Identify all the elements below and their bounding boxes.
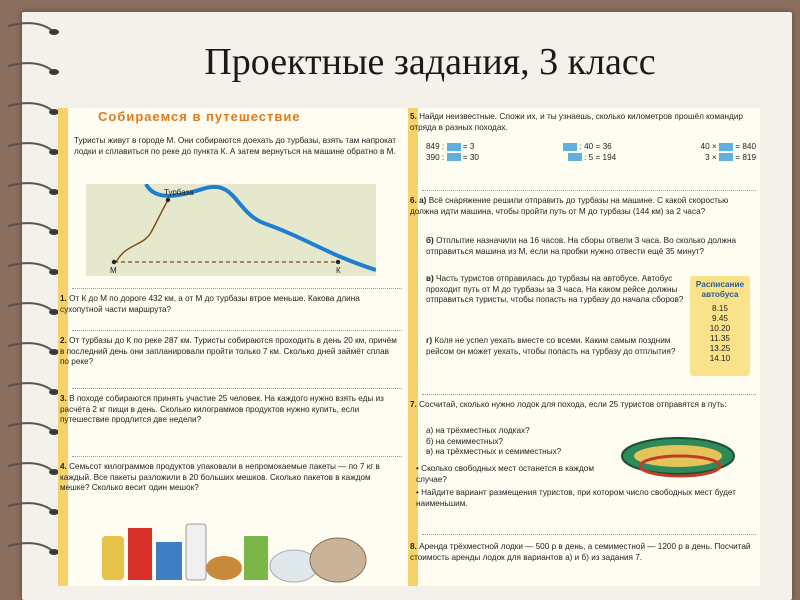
task-3: 3. В походе собираются принять участие 25 человек. На каждого нужно взять еды из расчёта 2 кг пищи в день. Сколько килограммов продуктов нужно купить, если путешествие продлится две недели? — [60, 394, 384, 425]
slide-title: Проектные задания, 3 класс — [204, 41, 656, 83]
divider — [72, 388, 402, 389]
equations — [426, 142, 756, 163]
unknown-box — [447, 143, 461, 151]
unknown-box — [447, 153, 461, 161]
divider — [72, 288, 402, 289]
middle-color-bar — [408, 108, 418, 586]
equation-row: 849 : = 3 : 40 = 36 40 × = 840 — [426, 142, 756, 151]
divider — [72, 456, 402, 457]
divider — [422, 394, 756, 395]
unknown-box — [568, 153, 582, 161]
schedule-time: 14.10 — [709, 354, 731, 363]
equation-row: 390 : = 30 : 5 = 194 3 × = 819 — [426, 152, 756, 162]
task-2: 2. От турбазы до К по реке 287 км. Туристы собираются проходить в день 20 км, причём в последний день они запланировали пройти только 7 км. Сколько дней займёт сплав по реке? — [60, 336, 397, 367]
k-point — [336, 260, 340, 264]
bus-schedule: Расписание автобуса 8.15 9.45 10.20 11.35 13.25 14.10 — [690, 276, 750, 376]
left-heading: Собираемся в путешествие — [98, 109, 301, 124]
task-5: 5. Найди неизвестные. Сложи их, и ты узнаешь, сколько километров прошёл командир отряда в разных походах. — [410, 112, 743, 132]
map-label-m: М — [110, 266, 117, 275]
task-7-options: а) на трёхместных лодках? б) на семиместных? в) на трёхместных и семиместных? — [426, 426, 562, 457]
schedule-time: 8.15 — [712, 304, 728, 313]
m-point — [112, 260, 116, 264]
task-6b: б) Отплытие назначили на 16 часов. На сборы отвели 3 часа. Во сколько должна отправиться машина из М, если на пробки нужно отвести ещё 35 минут? — [426, 236, 737, 256]
task-4: 4. Семьсот килограммов продуктов упаковали в непромокаемые пакеты — по 7 кг в каждый. Все пакеты разложили в 20 больших мешков. Сколько пакетов в каждом мешке? Сколько весит один мешок? — [60, 462, 380, 493]
task-6c: в) Часть туристов отправилась до турбазы на автобусе. Автобус проходит путь от М до турбазы за 3 часа. На каком рейсе должны отправиться туристы, чтобы попасть на турбазу до начала сборов? — [426, 274, 684, 305]
task-1: 1. От К до М по дороге 432 км, а от М до турбазы втрое меньше. Какова длина сухопутной части маршрута? — [60, 294, 360, 314]
unknown-box — [719, 153, 733, 161]
schedule-time: 13.25 — [709, 344, 731, 353]
spiral-rings — [0, 20, 60, 590]
divider — [422, 534, 756, 535]
divider — [422, 190, 756, 191]
schedule-time: 10.20 — [709, 324, 731, 333]
schedule-time: 9.45 — [712, 314, 728, 323]
road-to-base — [116, 200, 168, 262]
task-7-bullet-1: • Сколько свободных мест останется в каждом случае? — [416, 464, 594, 484]
schedule-time: 11.35 — [710, 334, 730, 343]
task-6a: 6. а) Всё снаряжение решили отправить до турбазы на машине. С какой скоростью должна идти машина, чтобы пройти путь от М до турбазы (144 км) за 2 часа? — [410, 196, 729, 216]
task-7-bullet-2: • Найдите вариант размещения туристов, при котором число свободных мест будет наименьшим. — [416, 488, 736, 508]
intro-text: Туристы живут в городе М. Они собираются доехать до турбазы, взять там напрокат лодки и сплавиться по реке до пункта К. А затем вернуться на машине обратно в М. — [74, 136, 397, 156]
task-7: 7. Сосчитай, сколько нужно лодок для похода, если 25 туристов отправятся в путь: — [410, 400, 727, 409]
textbook-page — [58, 108, 760, 586]
grocery-illustration — [94, 506, 394, 586]
unknown-box — [719, 143, 733, 151]
map-label-k: К — [336, 266, 341, 275]
boats-illustration — [618, 426, 738, 482]
task-8: 8. Аренда трёхместной лодки — 500 р в день, а семиместной — 1200 р в день. Посчитай стоимость аренды лодок для вариантов а) и б) из задания 7. — [410, 542, 751, 562]
task-6d: г) Коля не успел уехать вместе со всеми. Каким самым поздним рейсом он может уехать, чтобы попасть на турбазу до отплытия? — [426, 336, 676, 356]
map-label-base: Турбаза — [164, 188, 194, 197]
route-map — [86, 184, 376, 276]
divider — [72, 330, 402, 331]
unknown-box — [563, 143, 577, 151]
